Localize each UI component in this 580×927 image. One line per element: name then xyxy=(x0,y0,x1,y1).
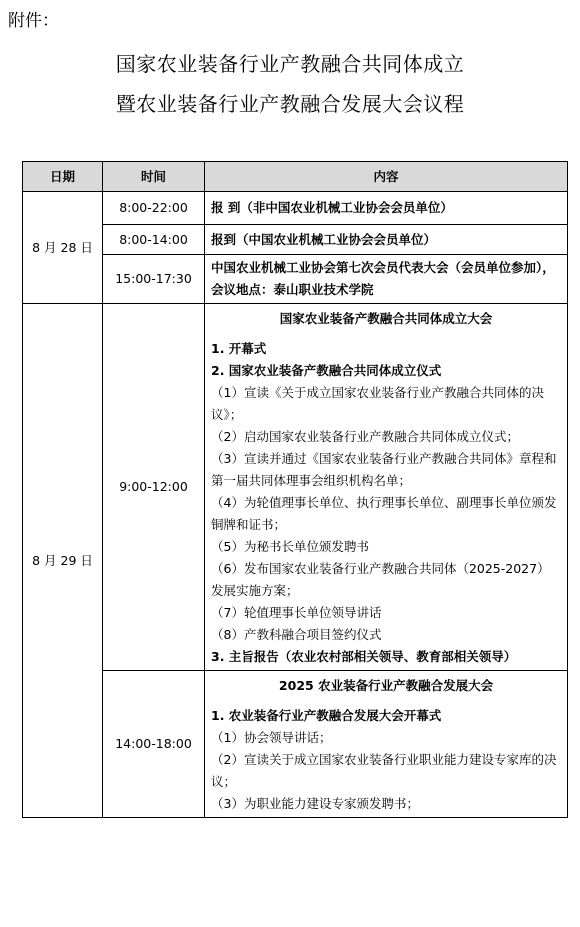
agenda-item: （5）为秘书长单位颁发聘书 xyxy=(211,539,369,554)
agenda-item: 1. 开幕式 xyxy=(211,341,267,356)
title-line-2: 暨农业装备行业产教融合发展大会议程 xyxy=(115,92,465,116)
time-cell: 15:00-17:30 xyxy=(103,255,205,304)
agenda-item: （7）轮值理事长单位领导讲话 xyxy=(211,605,382,620)
time-cell: 8:00-14:00 xyxy=(103,225,205,255)
agenda-item: 3. 主旨报告（农业农村部相关领导、教育部相关领导） xyxy=(211,649,517,664)
table-row xyxy=(23,225,568,255)
agenda-item: （1）宣读《关于成立国家农业装备行业产教融合共同体的决议》； xyxy=(211,385,544,422)
agenda-table xyxy=(22,161,568,818)
date-cell: 8 月 29 日 xyxy=(23,304,103,818)
content-cell xyxy=(205,671,568,818)
agenda-item: （6）发布国家农业装备行业产教融合共同体（2025-2027）发展实施方案； xyxy=(211,561,550,598)
header-date: 日期 xyxy=(23,162,103,192)
content-cell: 报 到（非中国农业机械工业协会会员单位） xyxy=(205,192,568,225)
session-items xyxy=(211,338,561,668)
agenda-item: 2. 国家农业装备产教融合共同体成立仪式 xyxy=(211,363,442,378)
title-line-1: 国家农业装备行业产教融合共同体成立 xyxy=(115,52,465,76)
agenda-item: 1. 农业装备行业产教融合发展大会开幕式 xyxy=(211,708,442,723)
content-cell: 中国农业机械工业协会第七次会员代表大会（会员单位参加），会议地点：泰山职业技术学院 xyxy=(205,255,568,304)
table-row xyxy=(23,192,568,225)
attachment-label: 附件： xyxy=(8,11,59,31)
agenda-item: （3）为职业能力建设专家颁发聘书； xyxy=(211,796,419,811)
agenda-item: （2）启动国家农业装备行业产教融合共同体成立仪式； xyxy=(211,429,519,444)
table-row xyxy=(23,671,568,818)
table-row xyxy=(23,255,568,304)
agenda-item: （2）宣读关于成立国家农业装备行业职业能力建设专家库的决议； xyxy=(211,752,557,789)
header-row xyxy=(23,162,568,192)
session-items xyxy=(211,705,561,815)
table-row xyxy=(23,304,568,671)
time-cell: 9:00-12:00 xyxy=(103,304,205,671)
header-content: 内容 xyxy=(205,162,568,192)
time-cell: 14:00-18:00 xyxy=(103,671,205,818)
agenda-item: （4）为轮值理事长单位、执行理事长单位、副理事长单位颁发铜牌和证书； xyxy=(211,495,557,532)
date-cell: 8 月 28 日 xyxy=(23,192,103,304)
agenda-item: （3）宣读并通过《国家农业装备行业产教融合共同体》章程和第一届共同体理事会组织机构名单； xyxy=(211,451,557,488)
agenda-item: （8）产教科融合项目签约仪式 xyxy=(211,627,382,642)
header-time: 时间 xyxy=(103,162,205,192)
content-cell: 报到（中国农业机械工业协会会员单位） xyxy=(205,225,568,255)
session-heading: 国家农业装备产教融合共同体成立大会 xyxy=(279,311,493,326)
agenda-item: （1）协会领导讲话； xyxy=(211,730,332,745)
session-heading: 2025 农业装备行业产教融合发展大会 xyxy=(278,678,494,693)
time-cell: 8:00-22:00 xyxy=(103,192,205,225)
content-cell xyxy=(205,304,568,671)
